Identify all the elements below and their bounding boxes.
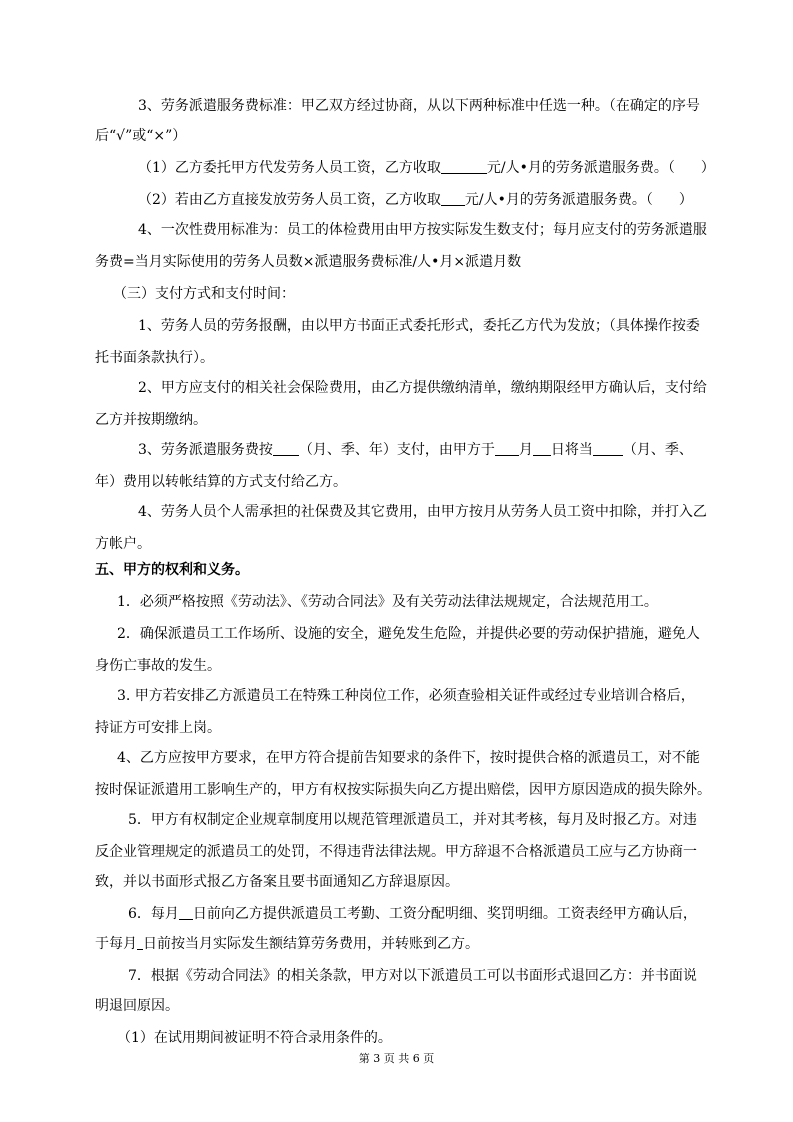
paragraph-line: 务费=当月实际使用的劳务人员数×派遣服务费标准/人•月×派遣月数	[95, 254, 522, 270]
fill-in-blank[interactable]	[441, 159, 487, 174]
text-segment: 3、劳务派遣服务费按	[138, 442, 273, 458]
fill-in-blank[interactable]	[441, 191, 465, 206]
text-segment: （月、季、年）支付，由甲方于	[298, 442, 495, 458]
paragraph-line: 1．必须严格按照《劳动法》、《劳动合同法》及有关劳动法律法规规定，合法规范用工。	[117, 594, 658, 610]
paragraph-line: 明退回原因。	[95, 998, 179, 1014]
paragraph-line	[138, 441, 693, 459]
paragraph-line: 4、劳务人员个人需承担的社保费及其它费用，由甲方按月从劳务人员工资中扣除，并打入乙	[138, 504, 707, 520]
fill-in-blank[interactable]	[593, 441, 623, 456]
text-segment: 元/人•月的劳务派遣服务费。（	[464, 192, 653, 208]
paragraph-line	[95, 935, 479, 953]
text-segment: 于每月	[95, 936, 137, 952]
text-segment: 6．每月	[128, 906, 179, 922]
paragraph-line: 1、劳务人员的劳务报酬，由以甲方书面正式委托形式，委托乙方代为发放；（具体操作按委	[138, 318, 700, 334]
page-number-footer: 第 3 页 共 6 页	[358, 1052, 435, 1065]
paragraph-line: 托书面条款执行）。	[95, 350, 214, 366]
text-segment: 元/人•月的劳务派遣服务费。（	[486, 160, 675, 176]
paragraph-line: 乙方并按期缴纳。	[95, 412, 207, 428]
paragraph-line: 身伤亡事故的发生。	[95, 658, 221, 674]
fill-in-blank[interactable]	[495, 441, 519, 456]
text-segment: ）	[678, 192, 693, 208]
paragraph-line: 持证方可安排上岗。	[95, 720, 221, 736]
paragraph-line: 3、劳务派遣服务费标准：甲乙双方经过协商，从以下两种标准中任选一种。（在确定的序号	[138, 98, 700, 114]
paragraph-line: 按时保证派遣用工影响生产的，甲方有权按实际损失向乙方提出赔偿，因甲方原因造成的损失除外。	[95, 782, 711, 798]
paragraph-line: （1）在试用期间被证明不符合录用条件的。	[117, 1030, 392, 1046]
text-segment: 日前按当月实际发生额结算劳务费用，并转账到乙方。	[143, 936, 479, 952]
paragraph-line: 后“√”或“×”）	[95, 128, 187, 144]
paragraph-line	[128, 905, 697, 923]
paragraph-line: 2．确保派遣员工工作场所、设施的安全，避免发生危险，并提供必要的劳动保护措施，避免人	[117, 626, 700, 642]
text-segment: ）	[700, 160, 715, 176]
paragraph-line	[138, 191, 693, 209]
text-segment: 日将当	[550, 442, 593, 458]
paragraph-line: 年）费用以转帐结算的方式支付给乙方。	[95, 474, 347, 490]
paragraph-line: 4、乙方应按甲方要求，在甲方符合提前告知要求的条件下，按时提供合格的派遣员工，对不能	[117, 750, 700, 766]
paragraph-line: 4、一次性费用标准为：员工的体检费用由甲方按实际发生数支付；每月应支付的劳务派遣服	[138, 222, 707, 238]
paragraph-line: 5．甲方有权制定企业规章制度用以规范管理派遣员工，并对其考核，每月及时报乙方。对违	[128, 812, 697, 828]
text-segment: （月、季、	[622, 442, 693, 458]
fill-in-blank[interactable]	[179, 905, 193, 920]
paragraph-line: 致，并以书面形式报乙方备案且要书面通知乙方辞退原因。	[95, 874, 459, 890]
text-segment: 日前向乙方提供派遣员工考勤、工资分配明细、奖罚明细。工资表经甲方确认后，	[192, 906, 697, 922]
text-segment: 月	[518, 442, 533, 458]
fill-in-blank[interactable]	[533, 441, 551, 456]
text-segment: （2）若由乙方直接发放劳务人员工资，乙方收取	[138, 192, 441, 208]
paragraph-line: 2、甲方应支付的相关社会保险费用，由乙方提供缴纳清单，缴纳期限经甲方确认后，支付给	[138, 380, 707, 396]
section-subheading: （三）支付方式和支付时间：	[113, 286, 295, 302]
section-heading: 五、甲方的权利和义务。	[95, 562, 249, 578]
text-segment: （1）乙方委托甲方代发劳务人员工资，乙方收取	[138, 160, 441, 176]
paragraph-line: 7．根据《劳动合同法》的相关条款，甲方对以下派遣员工可以书面形式退回乙方：并书面说	[128, 968, 697, 984]
paragraph-line: 方帐户。	[95, 536, 151, 552]
paragraph-line: 反企业管理规定的派遣员工的处罚，不得违背法律法规。甲方辞退不合格派遣员工应与乙方协商一	[95, 844, 697, 860]
paragraph-line: 3. 甲方若安排乙方派遣员工在特殊工种岗位工作，必须查验相关证件或经过专业培训合格后，	[117, 688, 695, 704]
paragraph-line	[138, 159, 715, 177]
fill-in-blank[interactable]	[273, 441, 299, 456]
